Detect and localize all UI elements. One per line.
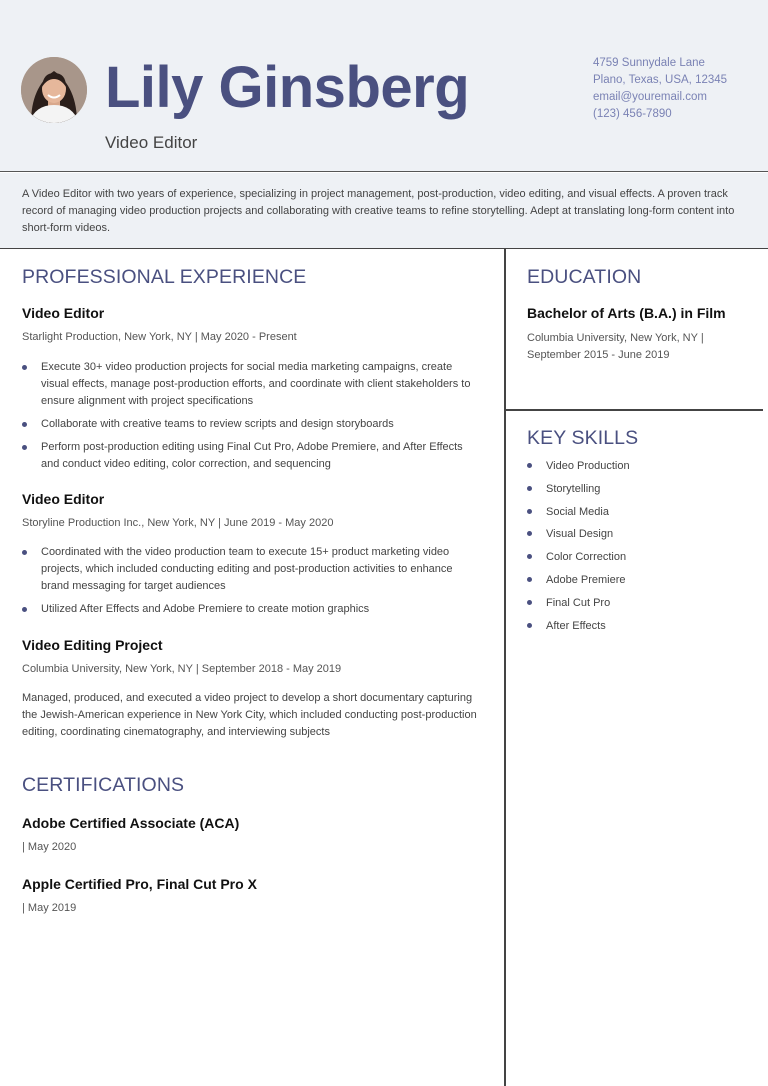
- certification-name: Adobe Certified Associate (ACA): [22, 815, 240, 831]
- skills-list: [527, 458, 630, 640]
- certification-name: Apple Certified Pro, Final Cut Pro X: [22, 876, 257, 892]
- job-bullets: [22, 544, 462, 624]
- list-item: Video Production: [527, 458, 630, 481]
- list-item: After Effects: [527, 618, 630, 641]
- contact-city: Plano, Texas, USA, 12345: [593, 74, 728, 86]
- candidate-role: Video Editor: [105, 133, 198, 152]
- job-title: Video Editor: [22, 491, 105, 507]
- avatar: [21, 57, 87, 123]
- job-title: Video Editing Project: [22, 637, 163, 653]
- list-item: Color Correction: [527, 549, 630, 572]
- certification-date: | May 2019: [22, 902, 77, 914]
- experience-section-title: PROFESSIONAL EXPERIENCE: [22, 266, 307, 288]
- column-divider: [504, 249, 506, 1086]
- certification-date: | May 2020: [22, 841, 77, 853]
- skills-section-title: KEY SKILLS: [527, 427, 639, 449]
- job-meta: Columbia University, New York, NY | September 2018 - May 2019: [22, 663, 342, 675]
- degree-title: Bachelor of Arts (B.A.) in Film: [527, 305, 726, 321]
- education-meta: Columbia University, New York, NY | September 2015 - June 2019: [527, 332, 704, 361]
- resume-header: [0, 0, 768, 172]
- project-description: Managed, produced, and executed a video project to develop a short documentary capturing the Jewish-American experience in New York City, which included conducting post-production editing, coordinating cinematography, and interviewing subjects: [22, 692, 477, 738]
- list-item: Adobe Premiere: [527, 572, 630, 595]
- list-item: Execute 30+ video production projects for social media marketing campaigns, create visual effects, manage post-production efforts, and coordinate with client stakeholders to ensure alignment with project specifications: [22, 359, 482, 410]
- list-item: Storytelling: [527, 481, 630, 504]
- contact-phone: (123) 456-7890: [593, 108, 672, 120]
- list-item: Collaborate with creative teams to review scripts and design storyboards: [22, 416, 482, 433]
- summary: A Video Editor with two years of experience, specializing in project management, post-production, video editing, and visual effects. A proven track record of managing video production projects and collaborating with creative teams to refine storytelling. Adept at translating long-form content into short-form videos.: [0, 173, 768, 249]
- education-section-title: EDUCATION: [527, 266, 642, 288]
- list-item: Final Cut Pro: [527, 595, 630, 618]
- certifications-section-title: CERTIFICATIONS: [22, 774, 185, 796]
- list-item: Utilized After Effects and Adobe Premiere to create motion graphics: [22, 601, 462, 618]
- list-item: Coordinated with the video production team to execute 15+ product marketing video projects, which included conducting editing and post-production activities to enhance brand messaging for target audiences: [22, 544, 462, 595]
- job-title: Video Editor: [22, 305, 105, 321]
- contact-email[interactable]: email@youremail.com: [593, 91, 707, 103]
- section-divider: [505, 409, 763, 411]
- list-item: Social Media: [527, 504, 630, 527]
- profile-photo-icon: [21, 57, 87, 123]
- job-bullets: [22, 359, 482, 479]
- list-item: Perform post-production editing using Final Cut Pro, Adobe Premiere, and After Effects and conduct video editing, color correction, and sequencing: [22, 439, 482, 473]
- contact-address: 4759 Sunnydale Lane: [593, 57, 705, 69]
- job-meta: Starlight Production, New York, NY | May 2020 - Present: [22, 331, 297, 343]
- list-item: Visual Design: [527, 526, 630, 549]
- job-meta: Storyline Production Inc., New York, NY | June 2019 - May 2020: [22, 517, 334, 529]
- contact-info: [593, 55, 727, 123]
- candidate-name: Lily Ginsberg: [105, 55, 470, 120]
